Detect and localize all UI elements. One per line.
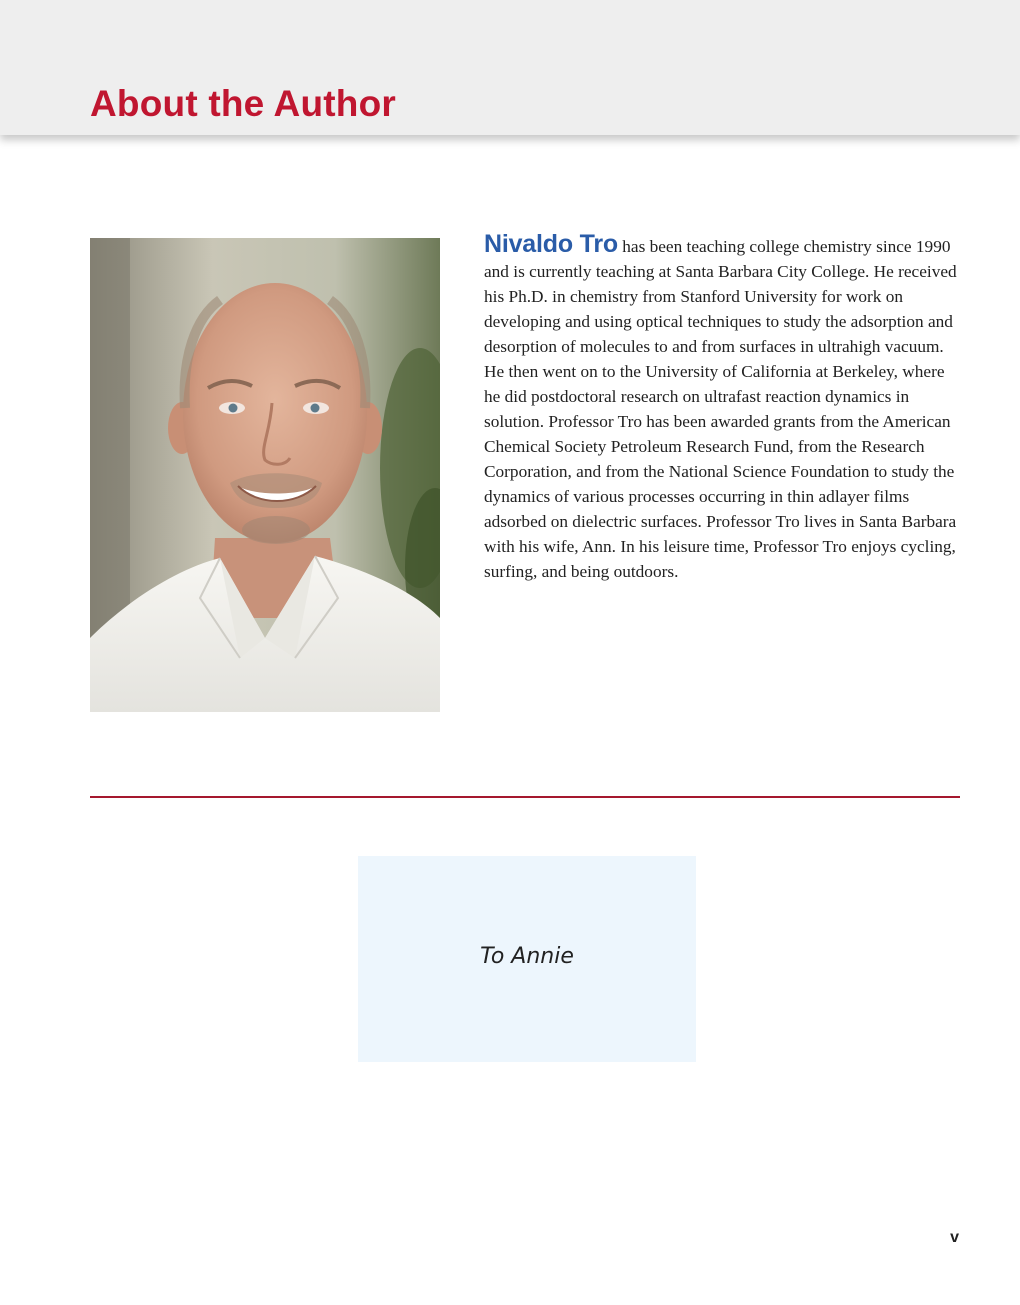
author-bio bbox=[484, 232, 962, 584]
page-title: About the Author bbox=[90, 83, 396, 124]
dedication-box bbox=[358, 856, 696, 1062]
author-name: Nivaldo Tro bbox=[484, 230, 618, 258]
author-photo bbox=[90, 238, 440, 712]
author-portrait-icon bbox=[90, 238, 440, 712]
section-divider bbox=[90, 796, 960, 798]
author-bio-text: has been teaching college chemistry since 1990 and is currently teaching at Santa Barbara City College. He received his Ph.D. in chemistry from Stanford University for work on developing and using optical techniques to study the adsorption and desorption of molecules to and from surfaces in ultrahigh vacuum. He then went on to the University of California at Berkeley, where he did postdoctoral research on ultrafast reaction dynamics in solution. Professor Tro has been awarded grants from the American Chemical Society Petroleum Research Fund, from the Research Corporation, and from the National Science Foundation to study the dynamics of various processes occurring in thin adlayer films adsorbed on dielectric surfaces. Professor Tro lives in Santa Barbara with his wife, Ann. In his leisure time, Professor Tro enjoys cycling, surfing, and being outdoors. bbox=[484, 237, 957, 581]
dedication-text: To Annie bbox=[480, 944, 574, 969]
page-number: v bbox=[950, 1229, 959, 1246]
